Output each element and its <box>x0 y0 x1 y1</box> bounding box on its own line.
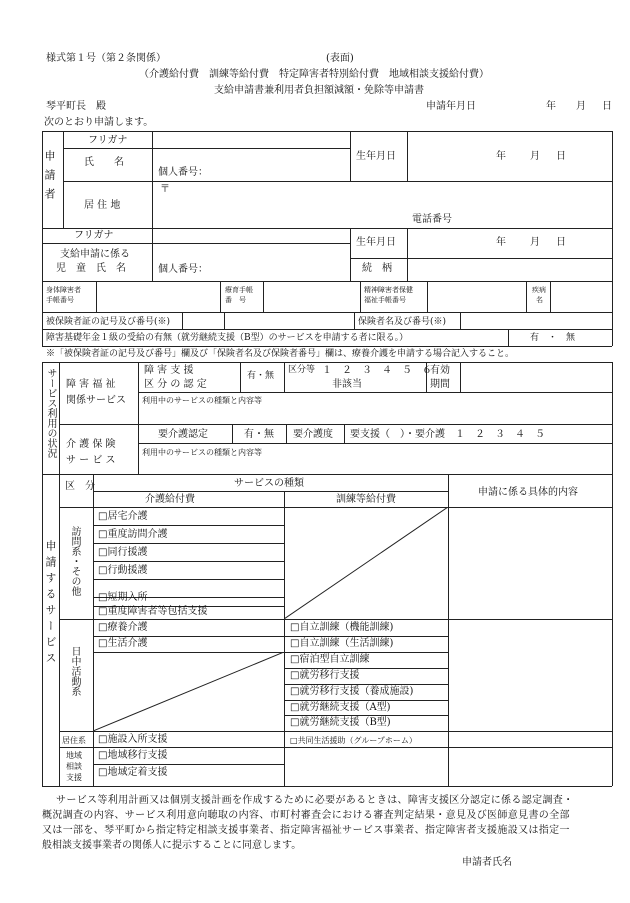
training-day-item-0[interactable]: □ 自立訓練（機能訓練) <box>290 623 393 633</box>
support-label-1: 障 害 支 援 <box>144 365 194 376</box>
community-item-1[interactable]: □ 地域定着支援 <box>98 768 167 778</box>
child-birth-month: 月 <box>530 237 540 248</box>
care-label-2: サ ー ビ ス <box>66 455 116 466</box>
date-year: 年 <box>546 101 556 112</box>
training-day-item-1[interactable]: □ 自立訓練（生活訓練) <box>290 639 393 649</box>
care-visit-item-6[interactable]: □ 重度障害者等包括支援 <box>98 607 207 617</box>
child-mynumber-label: 個人番号： <box>158 264 208 275</box>
training-day-item-6[interactable]: □ 就労継続支援（B型) <box>290 718 391 728</box>
form-subtitle: （介護給付費 訓練等給付費 特定障害者特別給付費 地域相談支援給付費） <box>139 69 489 80</box>
disease-label-2: 名 <box>536 296 543 304</box>
col-care-label: 介護給付費 <box>145 494 195 505</box>
grade-numbers: １ ２ ３ ４ ５ ６ <box>322 365 432 376</box>
pension-yes-no: 有 ・ 無 <box>530 333 576 343</box>
care-label-1: 介 護 保 険 <box>66 439 116 450</box>
applicant-furigana-label: フリガナ <box>88 135 128 146</box>
rehab-handbook-label-2: 番 号 <box>225 296 246 304</box>
child-birth-year: 年 <box>496 237 506 248</box>
addressee: 琴平町長 殿 <box>46 101 106 112</box>
training-residence-item[interactable]: □ 共同生活援助（グループホーム） <box>290 737 417 745</box>
care-yes-no: 有・無 <box>244 429 274 440</box>
child-birth-label: 生年月日 <box>356 237 396 248</box>
disease-label-1: 疾病 <box>532 286 546 294</box>
insured-number-label: 被保険者証の記号及び番号(※) <box>46 317 171 327</box>
care-day-item-1[interactable]: □ 生活介護 <box>98 639 147 649</box>
postal-mark: 〒 <box>160 184 170 195</box>
child-name-label-1: 支給申請に係る <box>60 249 130 260</box>
form-number: 様式第１号（第２条関係） <box>46 53 166 64</box>
phone-label: 電話番号 <box>412 214 452 225</box>
form-side: (表面) <box>326 53 354 64</box>
date-day: 日 <box>602 101 612 112</box>
applicant-mynumber-label: 個人番号： <box>158 167 208 178</box>
applicant-birth-year: 年 <box>496 151 506 162</box>
physical-handbook-label-1: 身体障害者 <box>46 286 81 294</box>
child-name-label-2: 児 童 氏 名 <box>56 263 126 274</box>
training-day-item-4[interactable]: □ 就労移行支援（養成施設) <box>290 687 413 697</box>
welfare-label-1: 障 害 福 祉 <box>66 379 116 390</box>
care-cert-label: 要介護認定 <box>158 429 208 440</box>
consent-line-3: 又は一部を、琴平町から指定特定相談支援事業者、指定障害福祉サービス事業者、指定障害者支援施設又は指定一 <box>42 825 570 836</box>
valid-period-label-2: 期間 <box>430 379 450 390</box>
care-day-item-0[interactable]: □ 療養介護 <box>98 623 147 633</box>
form-title: 支給申請書兼利用者負担額減額・免除等申請書 <box>214 85 424 96</box>
care-grades: 要支援（ ）・要介護 １ ２ ３ ４ ５ <box>350 429 545 440</box>
training-day-item-2[interactable]: □ 宿泊型自立訓練 <box>290 655 369 665</box>
rehab-handbook-label-1: 療育手帳 <box>225 286 253 294</box>
cat-day-label: 日中活動系 <box>69 646 80 696</box>
date-label: 申請年月日 <box>426 101 476 112</box>
welfare-in-use-label: 利用中のサービスの種類と内容等 <box>142 396 262 405</box>
community-item-0[interactable]: □ 地域移行支援 <box>98 751 167 761</box>
col-detail-label: 申請に係る具体的内容 <box>478 487 578 498</box>
pension-label: 障害基礎年金１級の受給の有無（就労継続支援（B型）のサービスを申請する者に限る。） <box>46 333 409 343</box>
insurance-note: ※「被保険者証の記号及び番号」欄及び「保険者名及び保険者番号」欄は、療養介護を申請する場合記入すること。 <box>46 349 515 359</box>
applicant-birth-day: 日 <box>556 151 566 162</box>
welfare-label-2: 関係サービス <box>66 395 126 406</box>
cat-community-label-2: 相談 <box>66 762 82 771</box>
care-level-label: 要介護度 <box>293 429 333 440</box>
child-birth-day: 日 <box>556 237 566 248</box>
cat-community-label-1: 地域 <box>66 751 82 760</box>
not-applicable-diagonal <box>93 652 284 731</box>
intro-text: 次のとおり申請します。 <box>44 117 154 128</box>
consent-line-1: サービス等利用計画又は個別支援計画を作成するために必要があるときは、障害支援区分認定に係る認定調査・ <box>56 795 574 806</box>
mental-handbook-label-2: 福祉手帳番号 <box>364 296 406 304</box>
physical-handbook-label-2: 手帳番号 <box>46 296 74 304</box>
applicant-section-label: 申請者 <box>43 150 56 207</box>
usage-section-label: サービス利用の状況 <box>45 368 56 458</box>
support-yes-no: 有・無 <box>247 371 275 381</box>
child-furigana-label: フリガナ <box>74 230 114 241</box>
applicant-birth-month: 月 <box>530 151 540 162</box>
cat-community-label-3: 支援 <box>66 773 82 782</box>
grade-label: 区分等 <box>288 365 316 375</box>
care-in-use-label: 利用中のサービスの種類と内容等 <box>142 448 262 457</box>
consent-line-2: 概況調査の内容、サービス利用意向聴取の内容、市町村審査会における審査判定結果・意見及び医師意見書の全部 <box>42 810 570 821</box>
valid-period-label-1: 有効 <box>430 365 450 376</box>
col-category-label: 区 分 <box>65 481 95 492</box>
col-types-label: サービスの種類 <box>234 478 304 489</box>
cat-visit-label: 訪問系・その他 <box>69 526 80 596</box>
applicant-birth-label: 生年月日 <box>356 151 396 162</box>
care-visit-item-2[interactable]: □ 同行援護 <box>98 548 147 558</box>
care-visit-item-3[interactable]: □ 行動援護 <box>98 566 147 576</box>
child-relation-label: 続 柄 <box>362 263 392 274</box>
support-label-2: 区 分 の 認 定 <box>144 379 207 390</box>
col-training-label: 訓練等給付費 <box>336 494 396 505</box>
training-day-item-5[interactable]: □ 就労継続支援（A型) <box>290 703 391 713</box>
insurer-number-label: 保険者名及び番号(※) <box>358 317 447 327</box>
not-applicable-diagonal <box>284 507 448 619</box>
applicant-name-label: 氏 名 <box>84 157 124 168</box>
cat-residence-label: 居住系 <box>62 736 86 745</box>
consent-line-4: 般相談支援事業者の関係人に提示することに同意します。 <box>42 840 302 851</box>
services-section-label: 申請するサービス <box>44 540 57 668</box>
applicant-address-label: 居 住 地 <box>84 200 121 211</box>
date-month: 月 <box>576 101 586 112</box>
care-residence-item[interactable]: □ 施設入所支援 <box>98 735 167 745</box>
training-day-item-3[interactable]: □ 就労移行支援 <box>290 671 359 681</box>
care-visit-item-1[interactable]: □ 重度訪問介護 <box>98 530 167 540</box>
care-visit-item-5[interactable]: □ 短期入所 <box>98 593 147 603</box>
signature-label: 申請者氏名 <box>462 857 512 868</box>
care-visit-item-0[interactable]: □ 居宅介護 <box>98 512 147 522</box>
not-applicable: 非該当 <box>332 379 362 390</box>
mental-handbook-label-1: 精神障害者保健 <box>364 286 413 294</box>
